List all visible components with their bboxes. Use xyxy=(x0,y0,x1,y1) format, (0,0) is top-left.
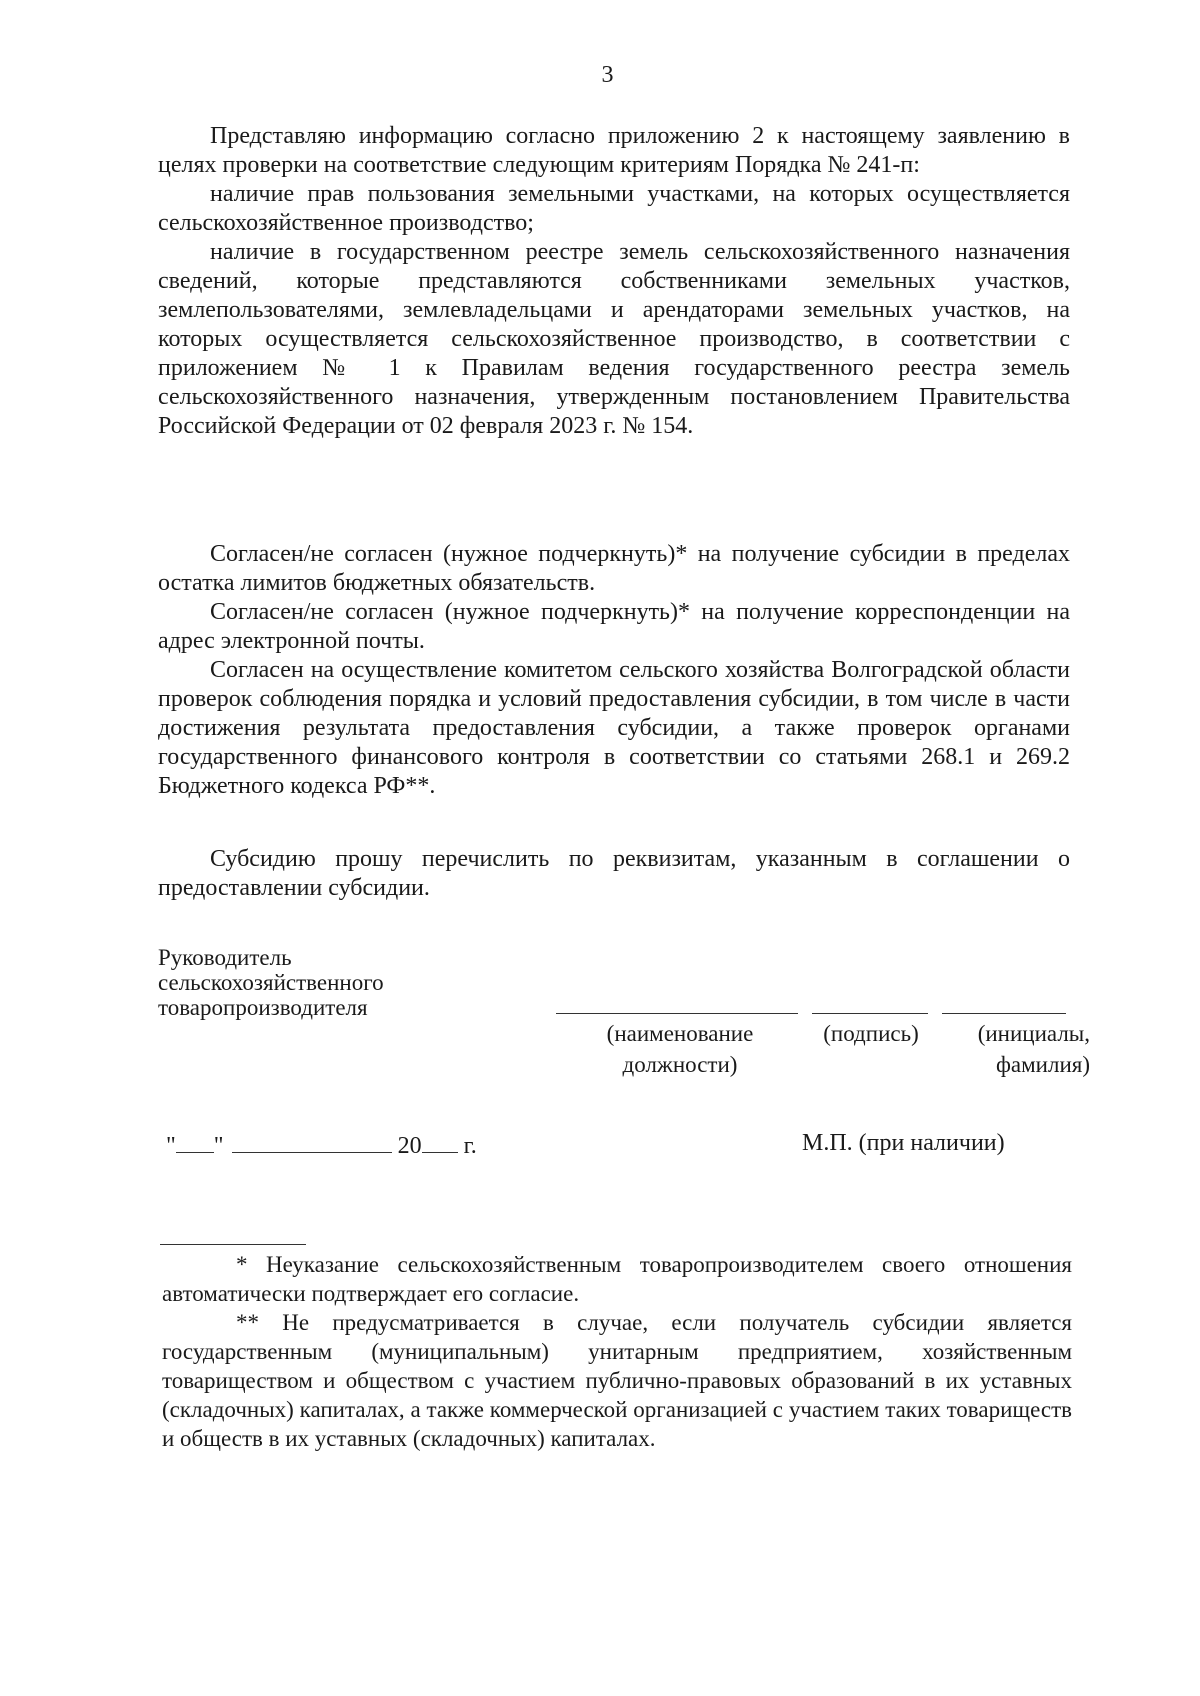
signatory-title-line: товаропроизводителя xyxy=(158,995,368,1020)
position-caption-line: должности) xyxy=(622,1052,738,1077)
subsidy-transfer-section xyxy=(158,845,1070,903)
signatory-title xyxy=(158,945,384,1020)
initials-caption xyxy=(940,1018,1090,1080)
consent-email-paragraph: Согласен/не согласен (нужное подчеркнуть)* на получение корреспонденции на адрес электронной почты. xyxy=(158,599,1070,654)
criterion-land-registry-paragraph: наличие в государственном реестре земель сельскохозяйственного назначения сведений, которые представляются собственниками земельных участков, землепользователями, землевладельцами и арендаторами земельных участков, на которых осуществляется сельскохозяйственное производство, в соответствии с приложением № 1 к Правилам ведения государственного реестра земель сельскохозяйственного назначения, утвержденным постановлением Правительства Российской Федерации от 02 февраля 2023 г. № 154. xyxy=(158,239,1070,439)
footnotes-section xyxy=(162,1250,1072,1453)
stamp-placeholder: М.П. (при наличии) xyxy=(802,1130,1005,1156)
date-month-blank[interactable] xyxy=(232,1128,392,1153)
footnote-divider xyxy=(160,1244,306,1245)
criteria-section xyxy=(158,122,1070,441)
criterion-land-rights-paragraph: наличие прав пользования земельными участками, на которых осуществляется сельскохозяйственное производство; xyxy=(158,181,1070,236)
signature-blank-line[interactable] xyxy=(812,1013,928,1014)
initials-blank-line[interactable] xyxy=(942,1013,1066,1014)
page-number: 3 xyxy=(601,62,614,88)
consent-inspections-paragraph: Согласен на осуществление комитетом сельского хозяйства Волгоградской области проверок соблюдения порядка и условий предоставления субсидии, в том числе в части достижения результата предоставления субсидии, а также проверок органами государственного финансового контроля в соответствии со статьями 268.1 и 269.2 Бюджетного кодекса РФ**. xyxy=(158,657,1070,799)
position-blank-line[interactable] xyxy=(556,1013,798,1014)
date-year-suffix: г. xyxy=(463,1133,477,1159)
footnote-single-asterisk: * Неуказание сельскохозяйственным товаропроизводителем своего отношения автоматически подтверждает его согласие. xyxy=(162,1252,1072,1306)
date-day-blank[interactable] xyxy=(176,1128,214,1153)
initials-caption-line: (инициалы, xyxy=(977,1021,1090,1046)
initials-caption-line: фамилия) xyxy=(996,1052,1090,1077)
position-caption-line: (наименование xyxy=(606,1021,754,1046)
date-open-quote: " xyxy=(166,1133,176,1159)
date-close-quote: " xyxy=(213,1133,224,1159)
consent-section xyxy=(158,540,1070,801)
date-year-blank[interactable] xyxy=(422,1128,458,1153)
signatory-title-line: сельскохозяйственного xyxy=(158,970,384,995)
signature-caption: (подпись) xyxy=(823,1021,919,1046)
consent-limits-paragraph: Согласен/не согласен (нужное подчеркнуть)* на получение субсидии в пределах остатка лимитов бюджетных обязательств. xyxy=(158,541,1070,596)
signatory-title-line: Руководитель xyxy=(158,945,292,970)
criteria-intro-paragraph: Представляю информацию согласно приложению 2 к настоящему заявлению в целях проверки на соответствие следующим критериям Порядка № 241-п: xyxy=(158,123,1070,178)
position-caption xyxy=(560,1018,800,1080)
footnote-double-asterisk: ** Не предусматривается в случае, если получатель субсидии является государственным (муниципальным) унитарным предприятием, хозяйственным товариществом и обществом с участием публично-правовых образований в их уставных (складочных) капиталах, а также коммерческой организацией с участием таких товариществ и обществ в их уставных (складочных) капиталах. xyxy=(162,1310,1072,1451)
date-year-prefix: 20 xyxy=(397,1133,422,1159)
subsidy-transfer-paragraph: Субсидию прошу перечислить по реквизитам, указанным в соглашении о предоставлении субсидии. xyxy=(158,846,1070,901)
date-field xyxy=(166,1128,477,1161)
